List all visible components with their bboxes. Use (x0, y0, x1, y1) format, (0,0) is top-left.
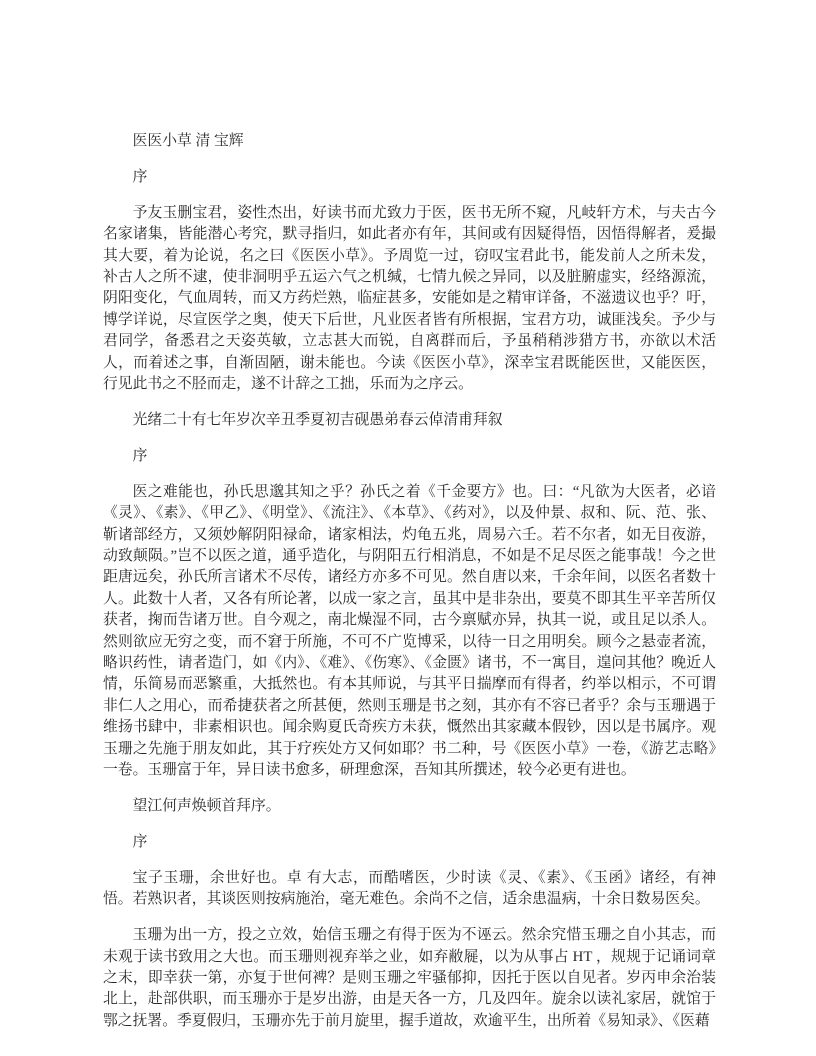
section-heading-2: 序 (132, 447, 148, 464)
preface-2-paragraph: 医之难能也，孙氏思邈其知之乎？孙氏之着《千金要方》也。曰：“凡欲为大医者，必谙《灵》、《素》、《甲乙》、《明堂》、《流注》、《本草》、《药对》，以及仲景、叔和、阮、范、张、靳诸部经方，又须妙解阴阳禄命，诸家相法，灼龟五兆，周易六壬。若不尔者，如无目夜游，动致颠陨。”岂不以医之道，通乎造化，与阴阳五行相消息，不如是不足尽医之能事哉！今之世距唐远矣，孙氏所言诸术不尽传，诸经方亦多不可见。然自唐以来，千余年间，以医名者数十人。此数十人者，又各有所论著，以成一家之言，虽其中是非杂出，要莫不即其生平辛苦所仅获者，掬而告诸万世。自今观之，南北燥湿不同，古今禀赋亦异，执其一说，或且足以杀人。然则欲应无穷之变，而不窘于所施，不可不广览博采，以待一日之用明矣。顾今之悬壶者流，略识药性，请者造门，如《内》、《难》、《伤寒》、《金匮》诸书，不一寓目，遑问其他？晚近人情，乐简易而恶繁重，大抵然也。有本其师说，与其平日揣摩而有得者，约举以相示，不可谓非仁人之用心，而希捷获者之所甚便，然则玉珊是书之刻，其亦有不容已者乎？余与玉珊遇于维扬书肆中，非素相识也。闻余购夏氏奇疾方未获，慨然出其家藏本假钞，因以是书属序。观玉珊之先施于朋友如此，其于疗疾处方又何如耶？书二种，号《医医小草》一卷，《游艺志略》一卷。玉珊富于年，异日读书愈多，研理愈深，吾知其所撰述，较今必更有进也。 (103, 483, 716, 779)
preface-3-paragraph-2: 玉珊为出一方，投之立效，始信玉珊之有得于医为不诬云。然余究惜玉珊之自小其志，而未观于读书致用之大也。而玉珊则视弃举之业，如弃敝屣，以为从事占 HT ，规规于记诵词章之末，即幸获一第，亦复于世何裨？是则玉珊之牢骚郁抑，因托于医以自见者。岁丙申余治装北上，赴部供职，而玉珊亦于是岁出游，由是天各一方，几及四年。旋余以读礼家居，就馆于鄂之抚署。季夏假归，玉珊亦先于前月旋里，握手道故，欢逾平生，出所着《易知录》、《医藉 (103, 927, 716, 1029)
section-heading-3: 序 (132, 833, 148, 850)
preface-3-paragraph-1: 宝子玉珊，余世好也。卓 有大志，而酷嗜医，少时读《灵、《素》、《玉函》诸经，有神悟。若熟识者，其谈医则按病施治，毫无难色。余尚不之信，适余患温病，十余日数易医矣。 (103, 869, 716, 908)
section-heading-1: 序 (132, 168, 148, 185)
preface-2-signature: 望江何声焕顿首拜序。 (132, 797, 281, 814)
preface-1-signature: 光绪二十有七年岁次辛丑季夏初吉砚愚弟春云倬清甫拜叙 (132, 411, 503, 428)
document-title: 医医小草 清 宝辉 (132, 133, 244, 149)
preface-1-paragraph: 予友玉删宝君，姿性杰出，好读书而尤致力于医，医书无所不窥，凡岐轩方术，与夫古今名家诸集，皆能潜心考究，默寻指归，如此者亦有年，其间或有因疑得悟，因悟得解者，爰撮其大要，着为论说，名之曰《医医小草》。予周览一过，窃叹宝君此书，能发前人之所未发，补古人之所不逮，使非洞明乎五运六气之机缄，七情九候之异同，以及脏腑虚实，经络源流，阴阳变化，气血周转，而又方药烂熟，临症甚多，安能如是之精审详备，不滋遗议也乎？吁，博学详说，尽宣医学之奥，使天下后世，凡业医者皆有所根据，宝君方功，诚匪浅矣。予少与君同学，备悉君之天姿英敏，立志甚大而锐，自离群而后，予虽稍稍涉猎方书，亦欲以术活人，而着述之事，自渐固陋，谢未能也。今读《医医小草》，深幸宝君既能医世，又能医医，行见此书之不胫而走，遂不计辞之工拙，乐而为之序云。 (103, 204, 716, 393)
